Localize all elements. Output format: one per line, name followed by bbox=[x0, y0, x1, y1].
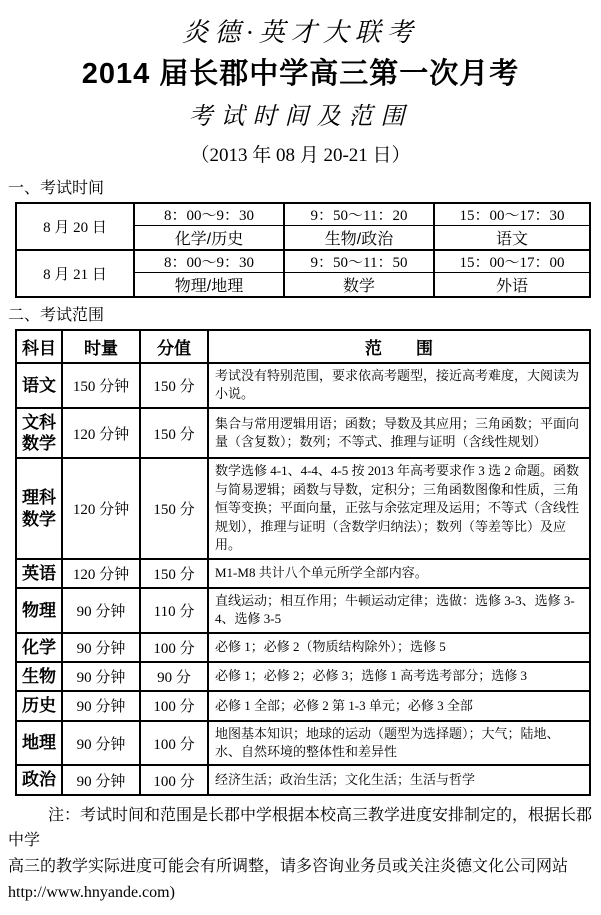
schedule-subject: 化学/历史 bbox=[134, 226, 284, 251]
duration-cell: 120 分钟 bbox=[62, 559, 140, 588]
scope-row-chinese bbox=[16, 363, 590, 408]
subject-cell: 政治 bbox=[16, 765, 62, 794]
col-header-score: 分值 bbox=[140, 330, 208, 363]
duration-cell: 90 分钟 bbox=[62, 691, 140, 720]
duration-cell: 90 分钟 bbox=[62, 721, 140, 766]
subject-cell: 历史 bbox=[16, 691, 62, 720]
section-exam-time-heading: 一、考试时间 bbox=[8, 180, 105, 197]
exam-schedule-table bbox=[15, 202, 591, 298]
scope-cell: 经济生活；政治生活；文化生活；生活与哲学 bbox=[208, 765, 590, 794]
scope-header-row bbox=[16, 330, 590, 363]
subject-cell: 文科数学 bbox=[16, 408, 62, 459]
footnote-line: 高三的教学实际进度可能会有所调整，请多咨询业务员或关注炎德文化公司网站 bbox=[8, 857, 569, 875]
schedule-time: 15：00～17：30 bbox=[434, 203, 590, 226]
subject-cell: 地理 bbox=[16, 721, 62, 766]
subject-cell: 生物 bbox=[16, 662, 62, 691]
score-cell: 150 分 bbox=[140, 458, 208, 558]
footnote bbox=[8, 803, 593, 905]
subject-cell: 语文 bbox=[16, 363, 62, 408]
score-cell: 150 分 bbox=[140, 559, 208, 588]
duration-cell: 90 分钟 bbox=[62, 588, 140, 633]
scope-cell: 直线运动；相互作用；牛顿运动定律；选做：选修 3-3、选修 3-4、选修 3-5 bbox=[208, 588, 590, 633]
scope-cell: 集合与常用逻辑用语；函数；导数及其应用；三角函数；平面向量（含复数）；数列；不等式、推理与证明（含线性规划） bbox=[208, 408, 590, 459]
scope-cell: 地图基本知识；地球的运动（题型为选择题）；大气；陆地、水、自然环境的整体性和差异性 bbox=[208, 721, 590, 766]
score-cell: 150 分 bbox=[140, 363, 208, 408]
schedule-date: 8 月 21 日 bbox=[16, 250, 134, 297]
schedule-time: 8：00～9：30 bbox=[134, 203, 284, 226]
scope-cell: 考试没有特别范围，要求依高考题型，接近高考难度，大阅读为小说。 bbox=[208, 363, 590, 408]
schedule-date: 8 月 20 日 bbox=[16, 203, 134, 250]
score-cell: 100 分 bbox=[140, 691, 208, 720]
duration-cell: 120 分钟 bbox=[62, 408, 140, 459]
scope-cell: 必修 1；必修 2；必修 3；选修 1 高考选考部分；选修 3 bbox=[208, 662, 590, 691]
score-cell: 90 分 bbox=[140, 662, 208, 691]
duration-cell: 90 分钟 bbox=[62, 633, 140, 662]
scope-cell: 数学选修 4-1、4-4、4-5 按 2013 年高考要求作 3 选 2 命题。函数与简易逻辑；函数与导数，定积分；三角函数图像和性质，三角恒等变换；平面向量，正弦与余弦定理及运用；不等式（含线性规划），推理与证明（含数学归纳法）；数列（等差等比）及应用。 bbox=[208, 458, 590, 558]
duration-cell: 90 分钟 bbox=[62, 662, 140, 691]
page-title: 2014 届长郡中学高三第一次月考 bbox=[81, 58, 520, 90]
schedule-time: 9：50～11：50 bbox=[284, 250, 434, 273]
score-cell: 110 分 bbox=[140, 588, 208, 633]
duration-cell: 150 分钟 bbox=[62, 363, 140, 408]
schedule-subject: 生物/政治 bbox=[284, 226, 434, 251]
scope-cell: 必修 1 全部；必修 2 第 1-3 单元；必修 3 全部 bbox=[208, 691, 590, 720]
scope-row-politics bbox=[16, 765, 590, 794]
scope-row-physics bbox=[16, 588, 590, 633]
schedule-time: 8：00～9：30 bbox=[134, 250, 284, 273]
col-header-scope: 范 围 bbox=[208, 330, 590, 363]
schedule-time: 15：00～17：00 bbox=[434, 250, 590, 273]
subject-cell: 理科数学 bbox=[16, 458, 62, 558]
scope-row-history bbox=[16, 691, 590, 720]
footnote-line: 注：考试时间和范围是长郡中学根据本校高三教学进度安排制定的，根据长郡中学 bbox=[8, 806, 593, 850]
score-cell: 150 分 bbox=[140, 408, 208, 459]
schedule-subject: 数学 bbox=[284, 273, 434, 298]
score-cell: 100 分 bbox=[140, 633, 208, 662]
schedule-time: 9：50～11：20 bbox=[284, 203, 434, 226]
scope-cell: M1-M8 共计八个单元所学全部内容。 bbox=[208, 559, 590, 588]
duration-cell: 120 分钟 bbox=[62, 458, 140, 558]
scope-row-geography bbox=[16, 721, 590, 766]
schedule-subject: 外语 bbox=[434, 273, 590, 298]
col-header-duration: 时量 bbox=[62, 330, 140, 363]
schedule-subject: 语文 bbox=[434, 226, 590, 251]
scope-cell: 必修 1；必修 2（物质结构除外）；选修 5 bbox=[208, 633, 590, 662]
section-exam-scope-heading: 二、考试范围 bbox=[8, 307, 105, 324]
scope-row-liberal-arts-math bbox=[16, 408, 590, 459]
exam-scope-table bbox=[15, 329, 591, 796]
date-line: （2013 年 08 月 20-21 日） bbox=[190, 145, 411, 166]
score-cell: 100 分 bbox=[140, 765, 208, 794]
scope-row-biology bbox=[16, 662, 590, 691]
col-header-subject: 科目 bbox=[16, 330, 62, 363]
duration-cell: 90 分钟 bbox=[62, 765, 140, 794]
schedule-subject: 物理/地理 bbox=[134, 273, 284, 298]
scope-row-chemistry bbox=[16, 633, 590, 662]
schedule-row-times bbox=[16, 203, 590, 226]
subtitle: 考试时间及范围 bbox=[188, 104, 413, 130]
website-url: http://www.hnyande.com) bbox=[8, 883, 175, 901]
subject-cell: 化学 bbox=[16, 633, 62, 662]
scope-row-science-math bbox=[16, 458, 590, 558]
subject-cell: 英语 bbox=[16, 559, 62, 588]
brand-title: 炎德·英才大联考 bbox=[182, 18, 419, 47]
schedule-row-times bbox=[16, 250, 590, 273]
score-cell: 100 分 bbox=[140, 721, 208, 766]
subject-cell: 物理 bbox=[16, 588, 62, 633]
scope-row-english bbox=[16, 559, 590, 588]
